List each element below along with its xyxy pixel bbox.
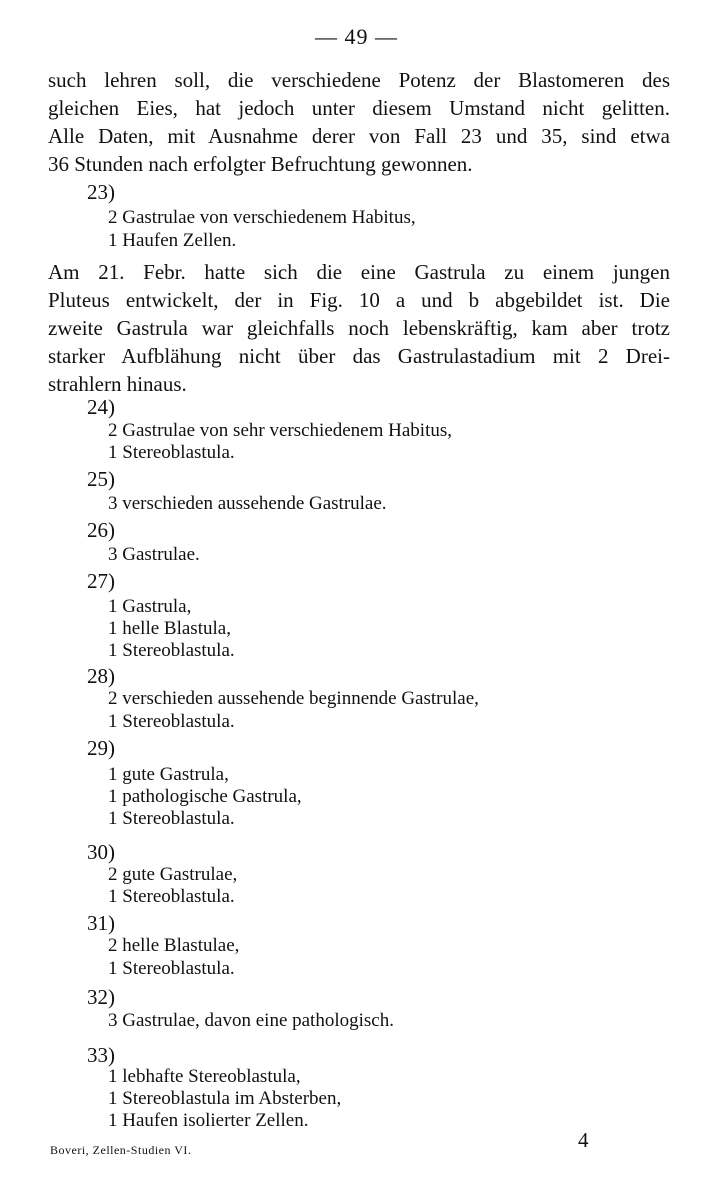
case-entry: 2 gute Gastrulae, (108, 864, 238, 885)
case-number: 27) (87, 569, 115, 593)
text-line: starker Aufblähung nicht über das Gastrulastadium mit 2 Drei- (48, 344, 670, 368)
case-entry: 1 pathologische Gastrula, (108, 786, 302, 807)
case-entry: 1 Stereoblastula. (108, 958, 235, 979)
case-entry: 2 Gastrulae von sehr verschiedenem Habitus, (108, 420, 453, 441)
case-entry: 1 Stereoblastula. (108, 886, 235, 907)
case-number: 29) (87, 736, 115, 760)
text-line: Pluteus entwickelt, der in Fig. 10 a und b abgebildet ist. Die (48, 288, 670, 312)
case-number: 26) (87, 518, 115, 542)
case-entry: 1 Stereoblastula. (108, 808, 235, 829)
text-line: strahlern hinaus. (48, 372, 187, 396)
page-number: — 49 — (315, 24, 398, 49)
case-entry: 3 Gastrulae. (108, 544, 200, 565)
text-line: zweite Gastrula war gleichfalls noch lebenskräftig, kam aber trotz (48, 316, 670, 340)
case-number: 31) (87, 911, 115, 935)
case-entry: 2 helle Blastulae, (108, 935, 240, 956)
case-entry: 1 Haufen isolierter Zellen. (108, 1110, 309, 1131)
case23-note-paragraph (48, 258, 670, 398)
case-entry: 1 Gastrula, (108, 596, 192, 617)
signature-mark: 4 (578, 1128, 589, 1152)
case-entry: 1 Stereoblastula im Absterben, (108, 1088, 342, 1109)
text-line: Alle Daten, mit Ausnahme derer von Fall 23 und 35, sind etwa (48, 124, 670, 148)
case-entry: 3 Gastrulae, davon eine pathologisch. (108, 1010, 394, 1031)
case-number: 24) (87, 395, 115, 419)
case-number: 32) (87, 985, 115, 1009)
case-entry: 3 verschieden aussehende Gastrulae. (108, 493, 387, 514)
case-number: 25) (87, 467, 115, 491)
text-line: gleichen Eies, hat jedoch unter diesem Umstand nicht gelitten. (48, 96, 670, 120)
case-entry: 1 Stereoblastula. (108, 442, 235, 463)
case-number: 33) (87, 1043, 115, 1067)
case-entry: 1 Haufen Zellen. (108, 230, 237, 251)
case-entry: 2 verschieden aussehende beginnende Gastrulae, (108, 688, 479, 709)
case-entry: 1 lebhafte Stereoblastula, (108, 1066, 301, 1087)
case-number: 30) (87, 840, 115, 864)
text-line: Am 21. Febr. hatte sich die eine Gastrula zu einem jungen (48, 260, 670, 284)
case-entry: 1 gute Gastrula, (108, 764, 229, 785)
text-line: 36 Stunden nach erfolgter Befruchtung gewonnen. (48, 152, 473, 176)
case-entry: 2 Gastrulae von verschiedenem Habitus, (108, 207, 416, 228)
case-entry: 1 Stereoblastula. (108, 711, 235, 732)
case-number: 23) (87, 180, 115, 204)
case-entry: 1 Stereoblastula. (108, 640, 235, 661)
running-footer: Boveri, Zellen-Studien VI. (50, 1143, 192, 1157)
case-number: 28) (87, 664, 115, 688)
intro-paragraph (48, 66, 670, 178)
case-entry: 1 helle Blastula, (108, 618, 231, 639)
text-line: such lehren soll, die verschiedene Potenz der Blastomeren des (48, 68, 670, 92)
